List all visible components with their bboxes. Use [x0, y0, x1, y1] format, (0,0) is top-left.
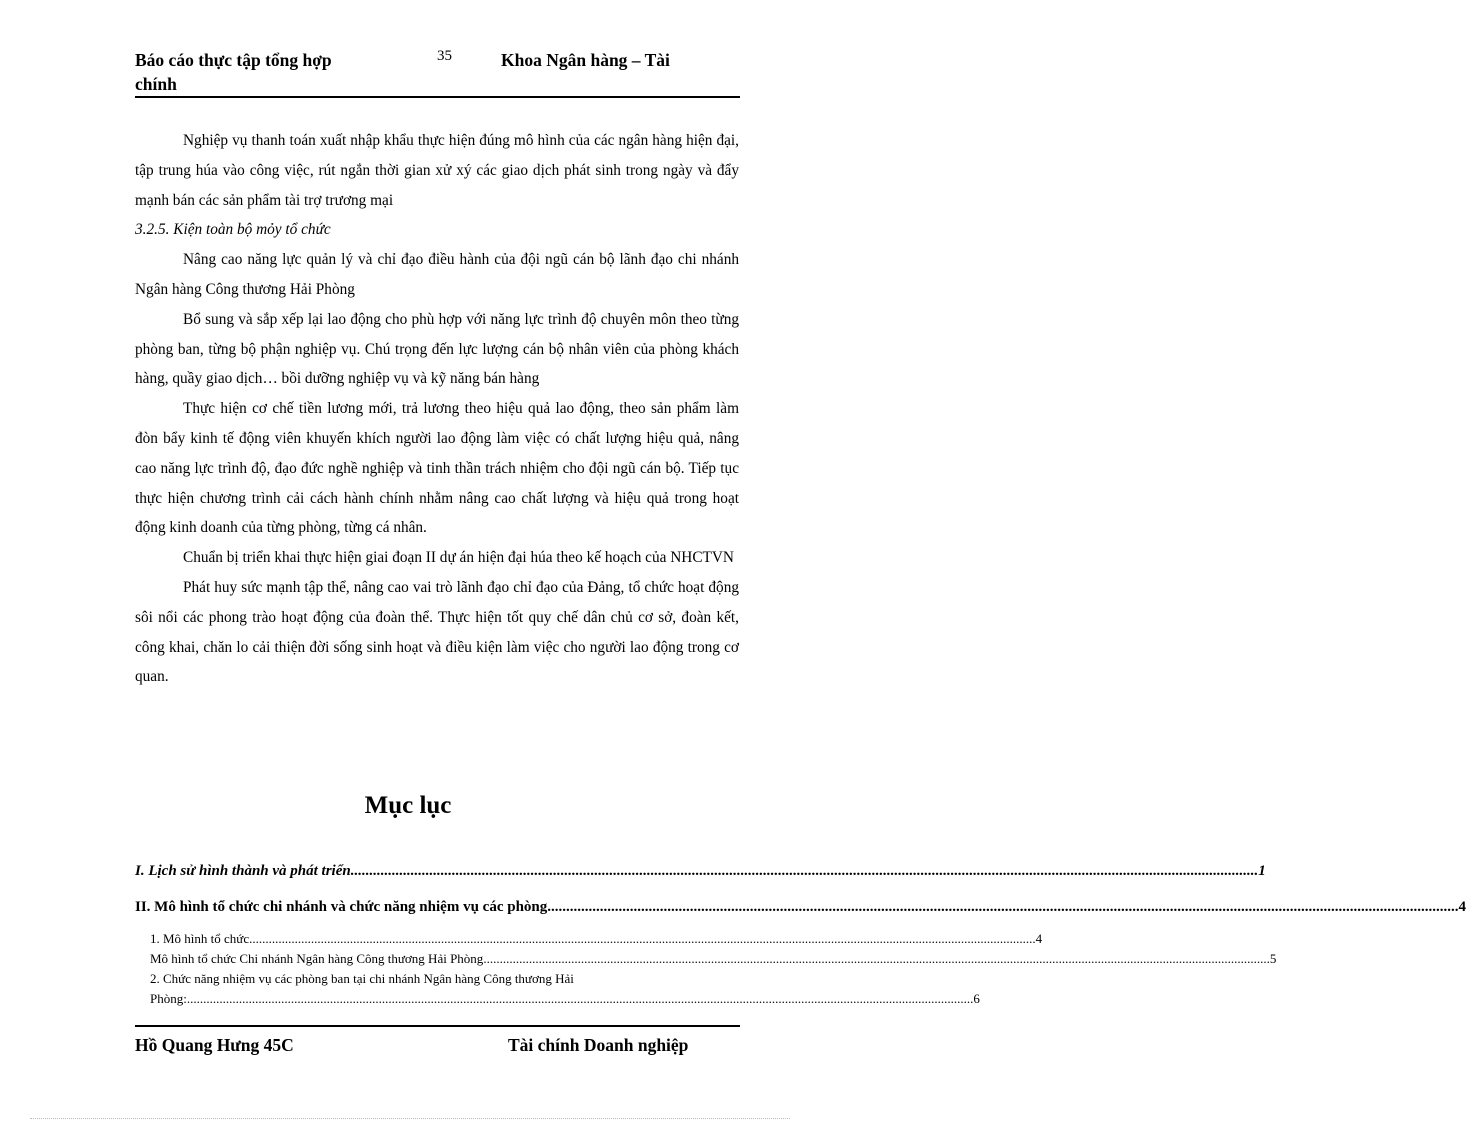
page-footer	[135, 1025, 740, 1055]
toc-entry-label: Phòng:	[150, 991, 187, 1006]
toc-leader-dots: ..................................................................................................................................................................................................................................................	[350, 863, 1259, 879]
footer-author: Hồ Quang Hưng 45C	[135, 1035, 294, 1055]
toc-entry-label: 2. Chức năng nhiệm vụ các phòng ban tại chi nhánh Ngân hàng Công thương Hải	[150, 971, 574, 986]
toc-leader-dots: ..................................................................................................................................................................................................................................................	[249, 931, 1036, 946]
footer-major: Tài chính Doanh nghiệp	[508, 1035, 689, 1055]
paragraph-salary: Thực hiện cơ chế tiền lương mới, trả lương theo hiệu quả lao động, theo sản phẩm làm đòn bẩy kinh tế động viên khuyến khích người lao động làm việc có chất lượng hiệu quả, nâng cao năng lực trình độ, đạo đức nghề nghiệp và tinh thần trách nhiệm cho đội ngũ cán bộ. Tiếp tục thực hiện chương trình cải cách hành chính nhằm nâng cao chất lượng và hiệu quả trong hoạt động kinh doanh của từng phòng, từng cá nhân.	[135, 400, 739, 537]
toc-entry-label: I. Lịch sử hình thành và phát triển	[135, 863, 351, 879]
paragraph-payment: Nghiệp vụ thanh toán xuất nhập khẩu thực hiện đúng mô hình của các ngân hàng hiện đại, tập trung húa vào công việc, rút ngắn thời gian xử xý các giao dịch phát sinh trong ngày và đẩy mạnh bán các sản phẩm tài trợ trương mại	[135, 132, 739, 209]
paragraph-leadership: Nâng cao năng lực quản lý và chỉ đạo điều hành của đội ngũ cán bộ lãnh đạo chi nhánh Ngân hàng Công thương Hải Phòng	[135, 251, 739, 298]
toc-title: Mục lục	[364, 792, 452, 819]
paragraph-collective: Phát huy sức mạnh tập thể, nâng cao vai trò lãnh đạo chỉ đạo của Đảng, tổ chức hoạt động sôi nổi các phong trào hoạt động của đoàn thể. Thực hiện tốt quy chế dân chủ cơ sở, đoàn kết, công khai, chăn lo cải thiện đời sống sinh hoạt và điều kiện làm việc cho người lao động trong cơ quan.	[135, 578, 739, 686]
toc-entry-page: 4	[1458, 899, 1466, 915]
toc-entry-page: 6	[973, 991, 980, 1006]
page-bottom-divider	[30, 1118, 790, 1119]
page-header	[135, 48, 740, 98]
toc-entry-page: 4	[1035, 931, 1043, 946]
toc-entry-label: 1. Mô hình tổ chức	[150, 931, 250, 946]
header-report-title: Báo cáo thực tập tổng hợp chính	[135, 50, 332, 94]
toc-leader-dots: ..................................................................................................................................................................................................................................................	[186, 991, 974, 1006]
toc-entry[interactable]	[150, 951, 1277, 967]
toc-entry[interactable]	[135, 899, 1466, 916]
section-heading: 3.2.5. Kiện toàn bộ mỏy tổ chức	[135, 221, 331, 239]
paragraph-modernization: Chuẩn bị triển khai thực hiện giai đoạn II dự án hiện đại húa theo kế hoạch của NHCTVN	[183, 549, 734, 567]
toc-entry-page: 5	[1269, 951, 1277, 966]
toc-entry-page: 1	[1258, 863, 1266, 879]
toc-entry-label: Mô hình tổ chức Chi nhánh Ngân hàng Công thương Hải Phòng	[150, 951, 484, 966]
header-faculty: Khoa Ngân hàng – Tài	[501, 50, 670, 70]
toc-entry-line1[interactable]	[150, 971, 738, 987]
toc-leader-dots: ..................................................................................................................................................................................................................................................	[483, 951, 1270, 966]
toc-entry[interactable]	[150, 931, 1043, 947]
page-number: 35	[437, 48, 452, 64]
body-text	[135, 126, 739, 692]
toc-entry[interactable]	[150, 991, 980, 1007]
paragraph-staffing: Bổ sung và sắp xếp lại lao động cho phù hợp với năng lực trình độ chuyên môn theo từng phòng ban, từng bộ phận nghiệp vụ. Chú trọng đến lực lượng cán bộ nhân viên của phòng khách hàng, quầy giao dịch… bồi dưỡng nghiệp vụ và kỹ năng bán hàng	[135, 310, 739, 388]
toc-entry[interactable]	[135, 863, 1266, 880]
toc-entry-label: II. Mô hình tổ chức chi nhánh và chức năng nhiệm vụ các phòng.	[135, 899, 552, 915]
toc-leader-dots: ..................................................................................................................................................................................................................................................	[551, 899, 1459, 915]
